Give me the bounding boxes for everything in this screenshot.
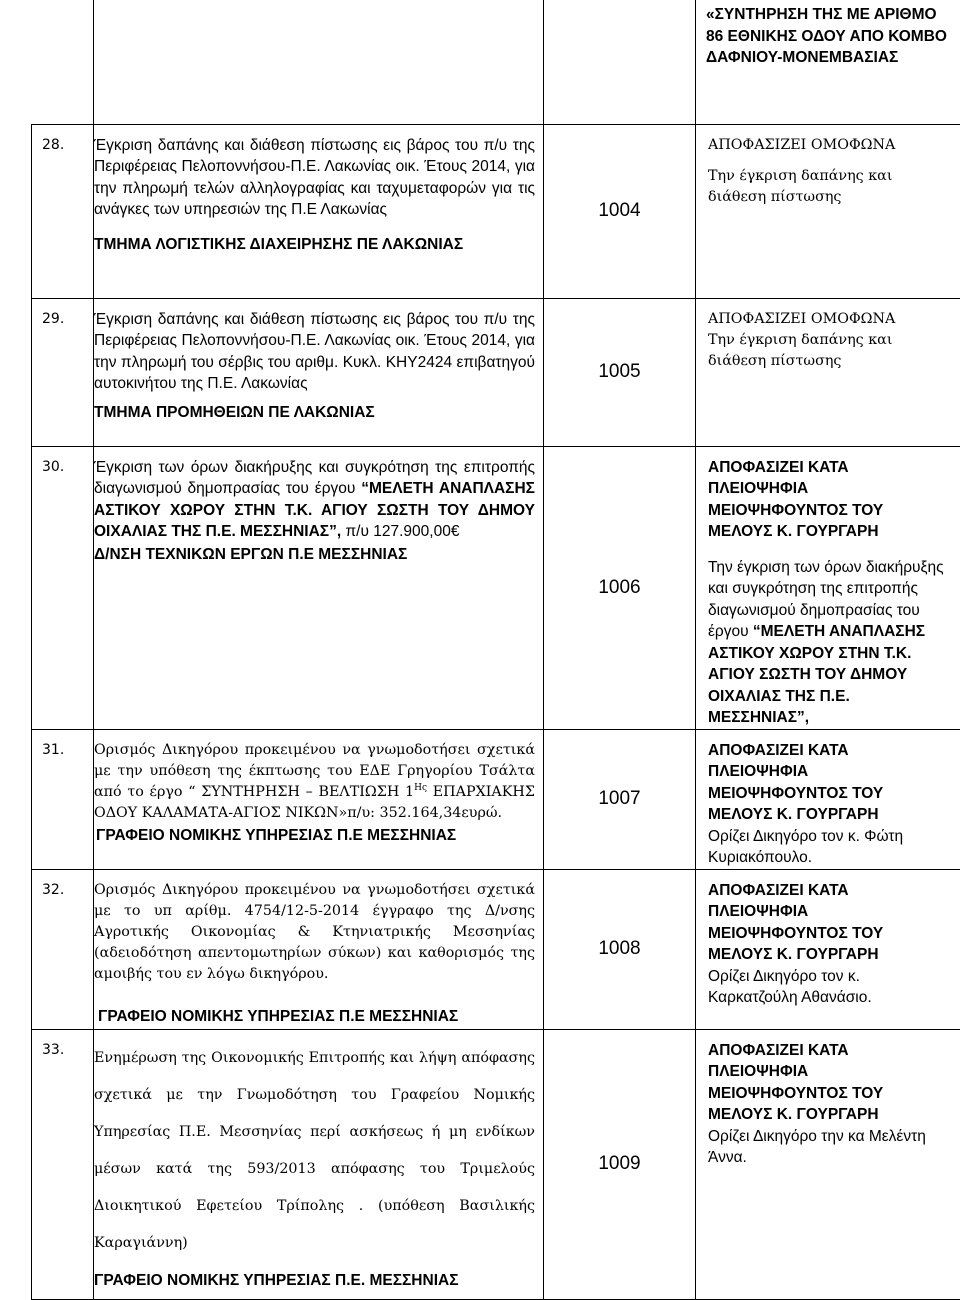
item-description: Έγκριση των όρων διακήρυξης και συγκρότηση της επιτροπής διαγωνισμού δημοπρασίας του έργου “ΜΕΛΕΤΗ ΑΝΑΠΛΑΣΗΣ ΑΣΤΙΚΟΥ ΧΩΡΟΥ ΣΤΗΝ Τ.Κ. ΑΓΙΟΥ ΣΩΣΤΗ ΤΟΥ ΔΗΜΟΥ ΟΙΧΑΛΙΑΣ ΤΗΣ Π.Ε. ΜΕΣΣΗΝΙΑΣ”, π/υ 127.900,00€ <box>94 458 535 540</box>
item-description: Ενημέρωση της Οικονομικής Επιτροπής και λήψη απόφασης σχετικά με την Γνωμοδότηση του Γραφείου Νομικής Υπηρεσίας Π.Ε. Μεσσηνίας περί ασκήσεως ή μη ενδίκων μέσων κατά της 593/2013 απόφασης του Τριμελούς Διοικητικού Εφετείου Τρίπολης . (υπόθεση Βασιλικής Καραγιάννη) <box>94 1049 535 1251</box>
decisions-table <box>31 0 960 1300</box>
item-number: 33. <box>32 1029 94 1299</box>
decision-head: ΑΠΟΦΑΣΙΖΕΙ ΚΑΤΑ ΠΛΕΙΟΨΗΦΙΑ ΜΕΙΟΨΗΦΟΥΝΤΟΣ ΤΟΥ ΜΕΛΟΥΣ Κ. ΓΟΥΡΓΑΡΗ <box>708 741 884 823</box>
item-code: 1005 <box>544 298 696 446</box>
decision-text: Ορίζει Δικηγόρο τον κ. Καρκατζούλη Αθανάσιο. <box>708 967 872 1006</box>
item-department: ΤΜΗΜΑ ΠΡΟΜΗΘΕΙΩΝ ΠΕ ΛΑΚΩΝΙΑΣ <box>94 403 375 421</box>
decision-head: ΑΠΟΦΑΣΙΖΕΙ ΚΑΤΑ ΠΛΕΙΟΨΗΦΙΑ ΜΕΙΟΨΗΦΟΥΝΤΟΣ ΤΟΥ ΜΕΛΟΥΣ Κ. ΓΟΥΡΓΑΡΗ <box>708 458 884 540</box>
header-title: «ΣΥΝΤΗΡΗΣΗ ΤΗΣ ΜΕ ΑΡΙΘΜΟ 86 ΕΘΝΙΚΗΣ ΟΔΟΥ ΑΠΟ ΚΟΜΒΟ ΔΑΦΝΙΟΥ-ΜΟΝΕΜΒΑΣΙΑΣ <box>696 0 960 124</box>
item-code: 1004 <box>544 124 696 298</box>
item-description: Ορισμός Δικηγόρου προκειμένου να γνωμοδοτήσει σχετικά με την υπόθεση της έκπτωσης του ΕΔΕ Γρηγορίου Τσάλτα από το έργο “ ΣΥΝΤΗΡΗΣΗ – ΒΕΛΤΙΩΣΗ $1^{H\varsigma}$ ΕΠΑΡΧΙΑΚΗΣ ΟΔΟΥ ΚΑΛΑΜΑΤΑ-ΑΓΙΟΣ ΝΙΚΩΝ»π/υ: 352.164,34ευρώ. <box>94 741 536 821</box>
item-number: 28. <box>32 124 94 298</box>
table-row <box>32 124 960 298</box>
decision-head: ΑΠΟΦΑΣΙΖΕΙ ΟΜΟΦΩΝΑ <box>708 136 896 153</box>
decision-text: Την έγκριση δαπάνης και διάθεση πίστωσης <box>708 167 893 205</box>
item-department: ΓΡΑΦΕΙΟ ΝΟΜΙΚΗΣ ΥΠΗΡΕΣΙΑΣ Π.Ε ΜΕΣΣΗΝΙΑΣ <box>98 1007 459 1025</box>
item-department: ΤΜΗΜΑ ΛΟΓΙΣΤΙΚΗΣ ΔΙΑΧΕΙΡΗΣΗΣ ΠΕ ΛΑΚΩΝΙΑΣ <box>94 235 464 253</box>
item-department: ΓΡΑΦΕΙΟ ΝΟΜΙΚΗΣ ΥΠΗΡΕΣΙΑΣ Π.Ε. ΜΕΣΣΗΝΙΑΣ <box>94 1271 459 1289</box>
item-code: 1009 <box>544 1029 696 1299</box>
item-number: 31. <box>32 729 94 869</box>
table-row <box>32 446 960 729</box>
item-description: Έγκριση δαπάνης και διάθεση πίστωσης εις βάρος του π/υ της Περιφέρειας Πελοποννήσου-Π.Ε. Λακωνίας οικ. Έτους 2014, για την πληρωμή τελών αλληλογραφίας και ταχυμεταφορών για τις ανάγκες των υπηρεσιών της Π.Ε Λακωνίας <box>94 136 535 218</box>
item-description: Έγκριση δαπάνης και διάθεση πίστωσης εις βάρος του π/υ της Περιφέρειας Πελοποννήσου-Π.Ε. Λακωνίας οικ. Έτους 2014, για την πληρωμή του σέρβις του αριθμ. Κυκλ. ΚΗΥ2424 επιβατηγού αυτοκινήτου της Π.Ε. Λακωνίας <box>94 310 535 392</box>
decision-text: Ορίζει Δικηγόρο τον κ. Φώτη Κυριακόπουλο. <box>708 827 904 866</box>
item-number: 29. <box>32 298 94 446</box>
item-code: 1007 <box>544 729 696 869</box>
header-row <box>32 0 960 124</box>
decision-text: Την έγκριση των όρων διακήρυξης και συγκρότηση της επιτροπής διαγωνισμού δημοπρασίας του έργου “ΜΕΛΕΤΗ ΑΝΑΠΛΑΣΗΣ ΑΣΤΙΚΟΥ ΧΩΡΟΥ ΣΤΗΝ Τ.Κ. ΑΓΙΟΥ ΣΩΣΤΗ ΤΟΥ ΔΗΜΟΥ ΟΙΧΑΛΙΑΣ ΤΗΣ Π.Ε. ΜΕΣΣΗΝΙΑΣ”, <box>708 558 944 726</box>
decision-text: Ορίζει Δικηγόρο την κα Μελέντη Άννα. <box>708 1127 926 1166</box>
decision-head: ΑΠΟΦΑΣΙΖΕΙ ΚΑΤΑ ΠΛΕΙΟΨΗΦΙΑ ΜΕΙΟΨΗΦΟΥΝΤΟΣ ΤΟΥ ΜΕΛΟΥΣ Κ. ΓΟΥΡΓΑΡΗ <box>708 881 884 963</box>
item-code: 1006 <box>544 446 696 729</box>
item-number: 32. <box>32 869 94 1029</box>
item-description: Ορισμός Δικηγόρου προκειμένου να γνωμοδοτήσει σχετικά με το υπ αρίθμ. 4754/12-5-2014 έγγραφο της Δ/νσης Αγροτικής Οικονομίας & Κτηνιατρικής Μεσσηνίας (αδειοδότηση απεντομωτηρίων σύκων) και καθορισμός της αμοιβής του εν λόγω δικηγόρου. <box>94 881 535 982</box>
item-department: Δ/ΝΣΗ ΤΕΧΝΙΚΩΝ ΕΡΓΩΝ Π.Ε ΜΕΣΣΗΝΙΑΣ <box>94 545 408 563</box>
table-row <box>32 869 960 1029</box>
table-row <box>32 298 960 446</box>
decision-text: Την έγκριση δαπάνης και διάθεση πίστωσης <box>708 331 893 369</box>
table-row <box>32 1029 960 1299</box>
item-department: ΓΡΑΦΕΙΟ ΝΟΜΙΚΗΣ ΥΠΗΡΕΣΙΑΣ Π.Ε ΜΕΣΣΗΝΙΑΣ <box>96 826 457 844</box>
item-number: 30. <box>32 446 94 729</box>
table-row <box>32 729 960 869</box>
item-code: 1008 <box>544 869 696 1029</box>
decision-head: ΑΠΟΦΑΣΙΖΕΙ ΚΑΤΑ ΠΛΕΙΟΨΗΦΙΑ ΜΕΙΟΨΗΦΟΥΝΤΟΣ ΤΟΥ ΜΕΛΟΥΣ Κ. ΓΟΥΡΓΑΡΗ <box>708 1041 884 1123</box>
decision-head: ΑΠΟΦΑΣΙΖΕΙ ΟΜΟΦΩΝΑ <box>708 310 896 327</box>
